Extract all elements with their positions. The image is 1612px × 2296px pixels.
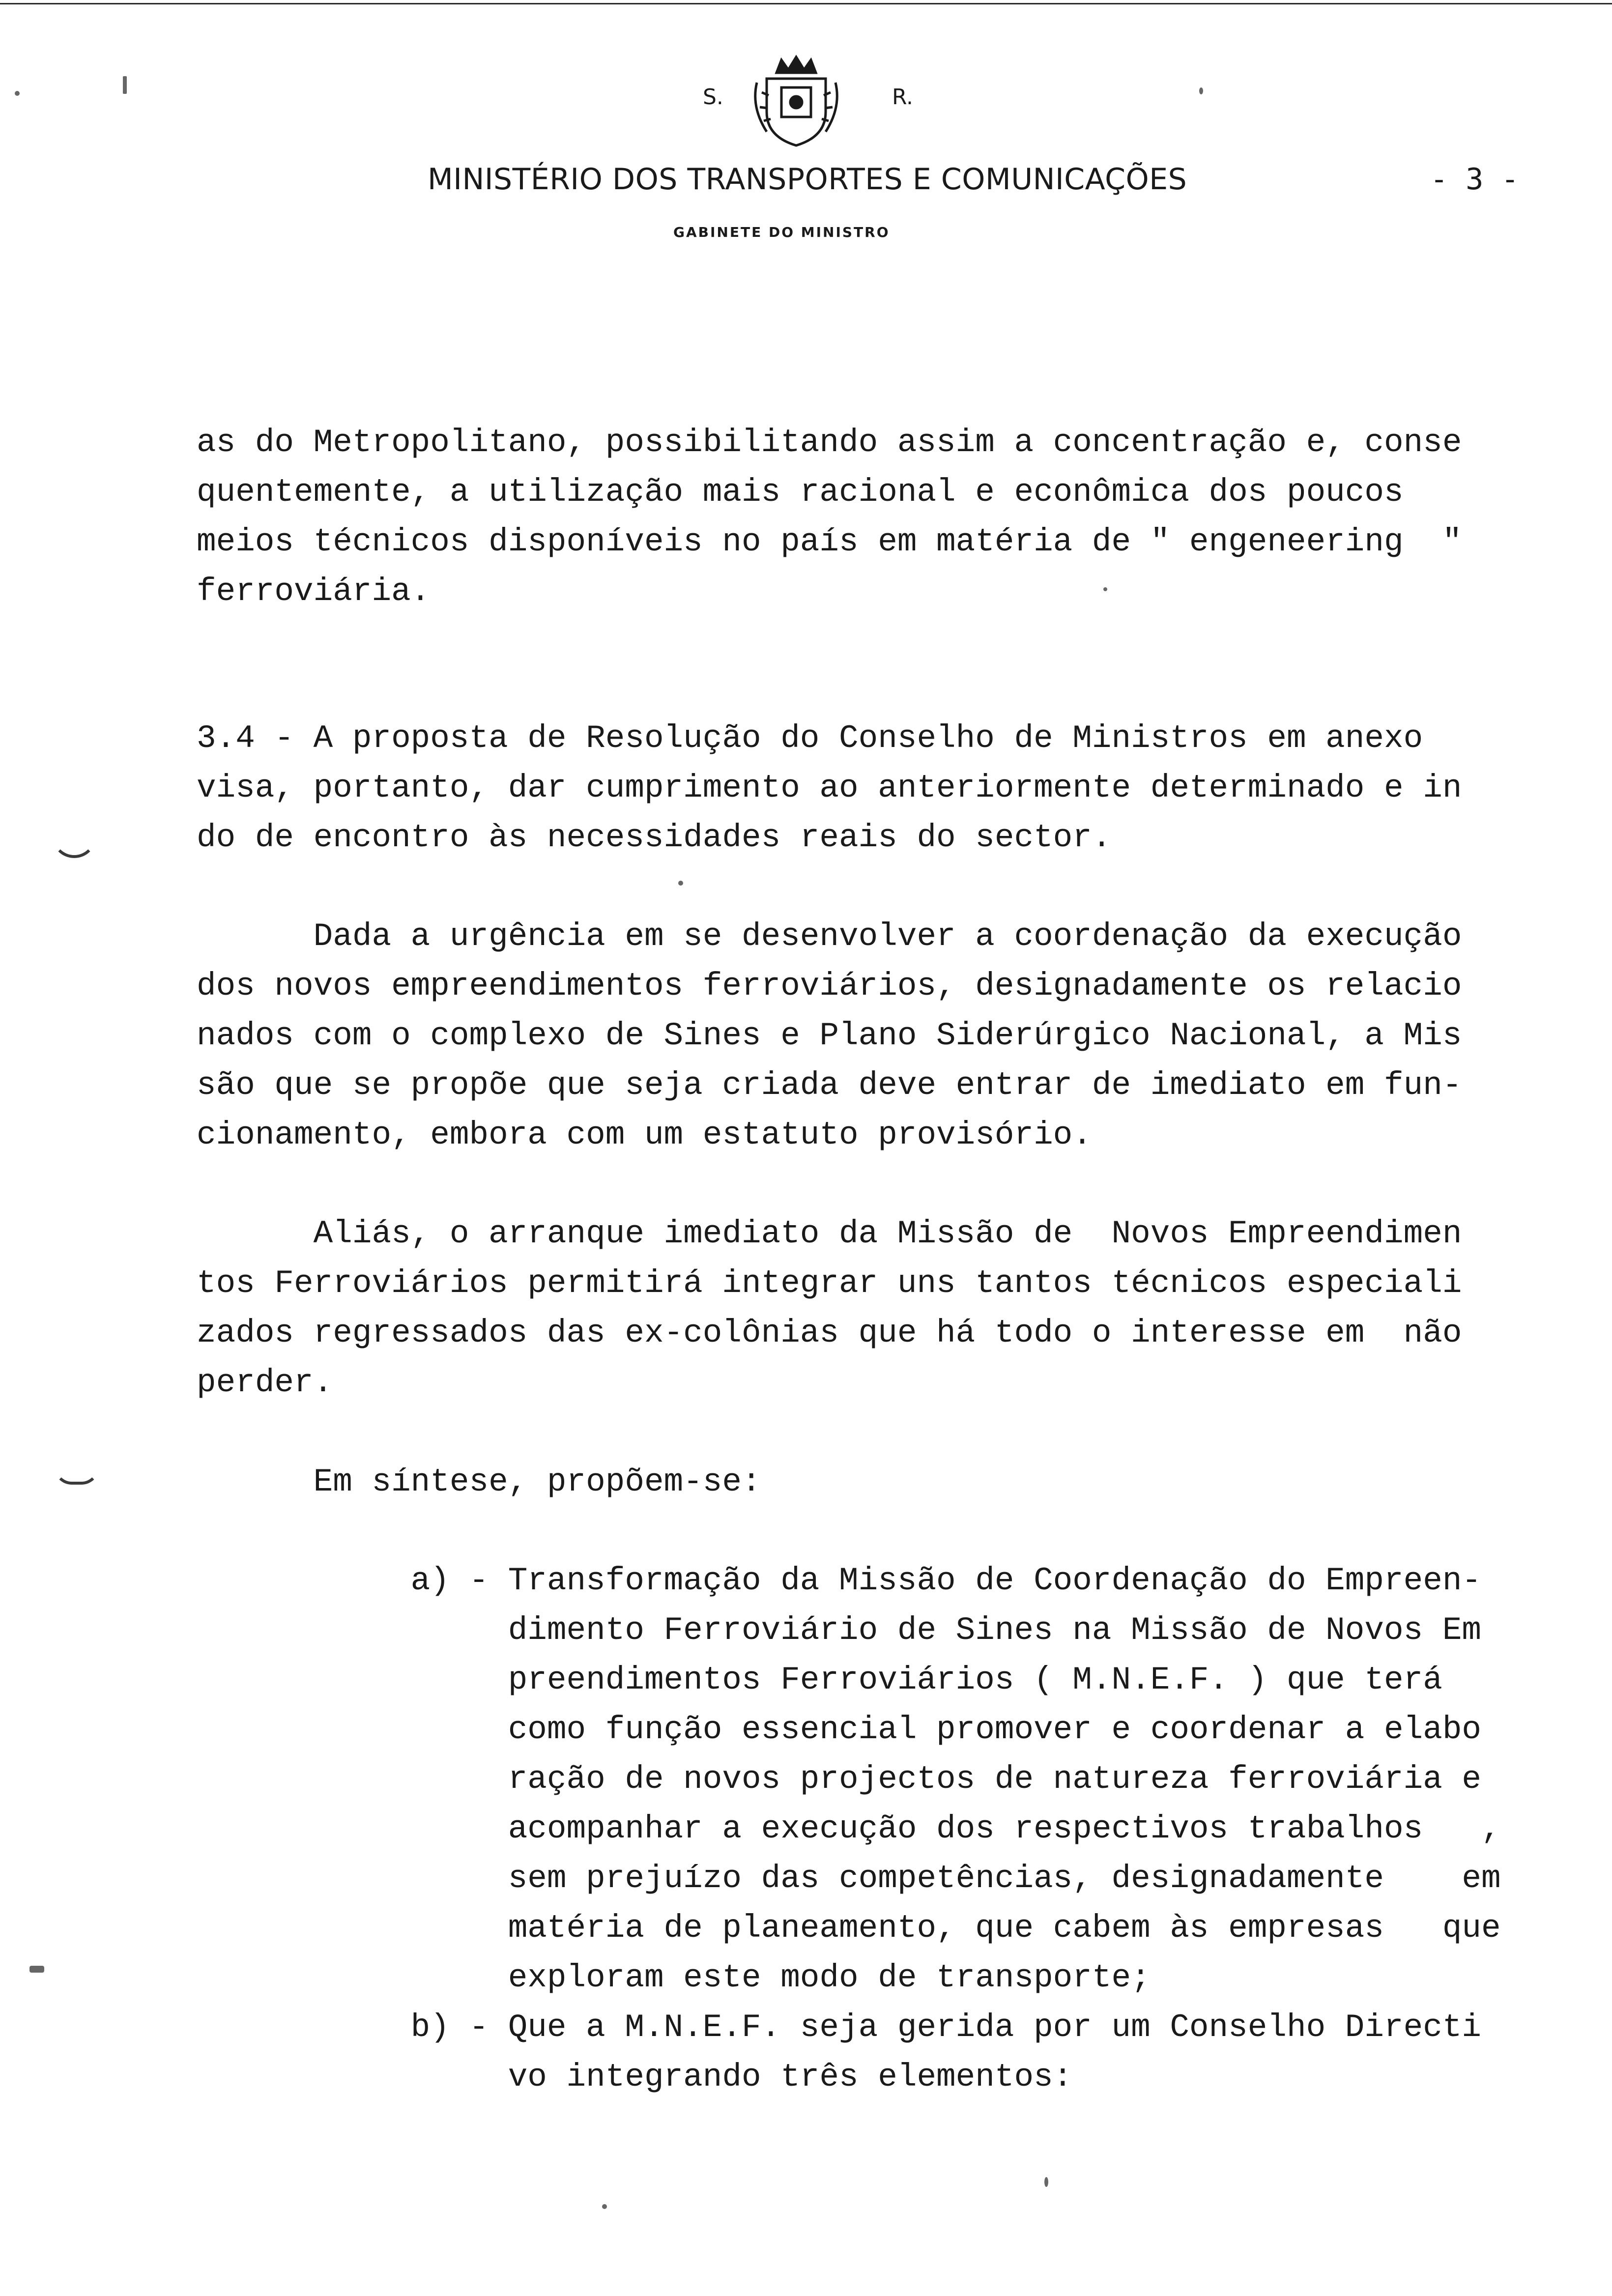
scan-speck	[1199, 87, 1203, 94]
document-body	[197, 0, 1514, 2095]
margin-check-mark	[52, 835, 97, 858]
scan-speck	[29, 1966, 44, 1973]
body-line: as do Metropolitano, possibilitando assim a concentração e, conse	[197, 424, 1462, 461]
body-line: do de encontro às necessidades reais do sector.	[197, 819, 1112, 856]
body-line: ferroviária.	[197, 573, 431, 610]
list-item-line: matéria de planeamento, que cabem às empresas que	[197, 1910, 1501, 1947]
body-line: quentemente, a utilização mais racional e econômica dos poucos	[197, 474, 1404, 511]
margin-check-mark	[54, 1467, 99, 1485]
ministry-title: MINISTÉRIO DOS TRANSPORTES E COMUNICAÇÕES	[428, 162, 1187, 197]
body-line: Dada a urgência em se desenvolver a coordenação da execução	[197, 918, 1462, 955]
list-item-line: acompanhar a execução dos respectivos trabalhos ,	[197, 1810, 1501, 1847]
scan-speck	[15, 91, 20, 96]
body-line: meios técnicos disponíveis no país em matéria de " engeneering "	[197, 523, 1462, 560]
body-line: 3.4 - A proposta de Resolução do Conselho de Ministros em anexo	[197, 720, 1423, 757]
body-line: Em síntese, propõem-se:	[197, 1464, 761, 1500]
body-line: cionamento, embora com um estatuto provisório.	[197, 1117, 1092, 1153]
body-line: dos novos empreendimentos ferroviários, designadamente os relacio	[197, 968, 1462, 1004]
body-line: tos Ferroviários permitirá integrar uns tantos técnicos especiali	[197, 1265, 1462, 1302]
list-item-line: b) - Que a M.N.E.F. seja gerida por um Conselho Directi	[197, 2009, 1482, 2046]
list-item-line: dimento Ferroviário de Sines na Missão de Novos Em	[197, 1612, 1482, 1649]
page-number: - 3 -	[1430, 162, 1519, 197]
scan-speck	[1044, 2177, 1048, 2187]
header-left-initial: S.	[703, 85, 723, 110]
list-item-line: ração de novos projectos de natureza ferroviária e	[197, 1761, 1482, 1798]
scan-speck	[602, 2204, 607, 2209]
body-line: visa, portanto, dar cumprimento ao anteriormente determinado e in	[197, 770, 1462, 806]
list-item-line: preendimentos Ferroviários ( M.N.E.F. ) que terá	[197, 1662, 1442, 1698]
scan-speck	[123, 76, 127, 94]
body-line: perder.	[197, 1364, 333, 1401]
header-right-initial: R.	[892, 85, 913, 110]
list-item-line: exploram este modo de transporte;	[197, 1959, 1151, 1996]
body-line: zados regressados das ex-colônias que há todo o interesse em não	[197, 1315, 1462, 1351]
cabinet-subtitle: GABINETE DO MINISTRO	[673, 224, 890, 240]
body-line: são que se propõe que seja criada deve entrar de imediato em fun-	[197, 1067, 1462, 1104]
body-line: nados com o complexo de Sines e Plano Siderúrgico Nacional, a Mis	[197, 1017, 1462, 1054]
list-item-line: sem prejuízo das competências, designadamente em	[197, 1860, 1501, 1897]
body-line: Aliás, o arranque imediato da Missão de Novos Empreendimen	[197, 1215, 1462, 1252]
scan-speck	[678, 881, 683, 886]
list-item-line: como função essencial promover e coordenar a elabo	[197, 1711, 1482, 1748]
list-item-line: vo integrando três elementos:	[197, 2059, 1073, 2095]
scan-speck	[1103, 587, 1107, 591]
list-item-line: a) - Transformação da Missão de Coordenação do Empreen-	[197, 1562, 1482, 1599]
